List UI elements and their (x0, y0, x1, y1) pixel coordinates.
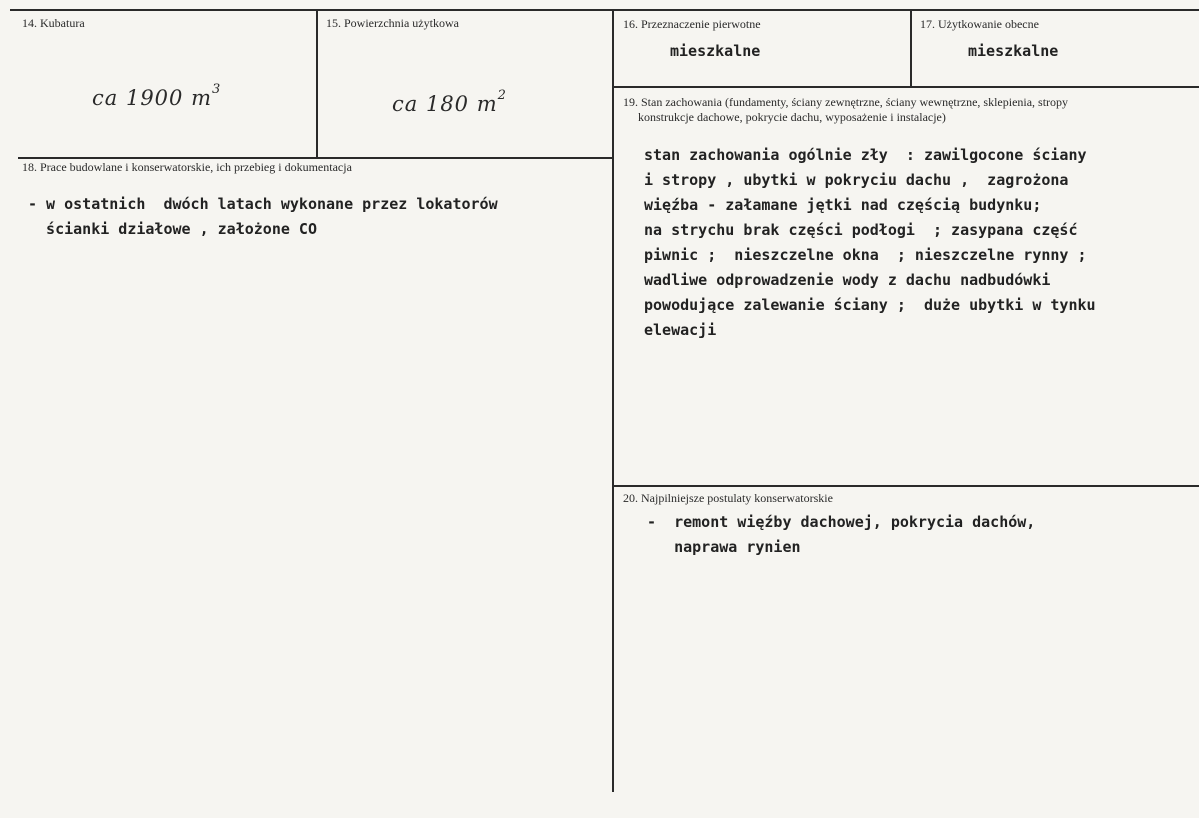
row-divider-19-20 (613, 485, 1199, 487)
field-19-line: stan zachowania ogólnie zły : zawilgocone ściany (644, 146, 1087, 164)
field-19-line: więźba - załamane jętki nad częścią budynku; (644, 196, 1042, 214)
field-14-exponent: 3 (212, 82, 222, 97)
field-19-line: na strychu brak części podłogi ; zasypana część (644, 221, 1078, 239)
field-19-line: powodujące zalewanie ściany ; duże ubytki w tynku (644, 296, 1096, 314)
divider-16-17 (910, 10, 912, 86)
main-vertical-divider (612, 10, 614, 792)
field-15-label: 15. Powierzchnia użytkowa (326, 16, 459, 30)
field-18-line: ścianki działowe , założone CO (28, 220, 317, 238)
row-divider-16-17-19 (613, 86, 1199, 88)
field-19-line: i stropy , ubytki w pokryciu dachu , zagrożona (644, 171, 1069, 189)
field-18-line: - w ostatnich dwóch latach wykonane przez lokatorów (28, 195, 498, 213)
field-18-label: 18. Prace budowlane i konserwatorskie, ich przebieg i dokumentacja (22, 160, 352, 174)
divider-14-15 (316, 10, 318, 158)
field-16-label: 16. Przeznaczenie pierwotne (623, 17, 761, 31)
field-19-line: piwnic ; nieszczelne okna ; nieszczelne rynny ; (644, 246, 1087, 264)
field-17-label: 17. Użytkowanie obecne (920, 17, 1039, 31)
field-15-exponent: 2 (497, 88, 507, 103)
field-16-value: mieszkalne (670, 42, 761, 60)
field-19-line: wadliwe odprowadzenie wody z dachu nadbudówki (644, 271, 1051, 289)
field-20-label: 20. Najpilniejsze postulaty konserwatorskie (623, 491, 833, 505)
field-20-line: naprawa rynien (647, 538, 801, 556)
field-14-label: 14. Kubatura (22, 16, 85, 30)
top-border (10, 9, 1199, 11)
field-19-line: elewacji (644, 321, 717, 339)
field-20-line: - remont więźby dachowej, pokrycia dachów, (647, 513, 1036, 531)
row-divider-14-18 (18, 157, 614, 159)
field-19-label-line-2: konstrukcje dachowe, pokrycie dachu, wyposażenie i instalacje) (638, 110, 946, 124)
field-19-label-line-1: 19. Stan zachowania (fundamenty, ściany zewnętrzne, ściany wewnętrzne, sklepienia, stropy (623, 95, 1069, 109)
field-14-value: ca 1900 $m^3$ (92, 82, 222, 110)
field-17-value: mieszkalne (968, 42, 1059, 60)
field-15-value: ca 180 $m^2$ (392, 88, 507, 116)
